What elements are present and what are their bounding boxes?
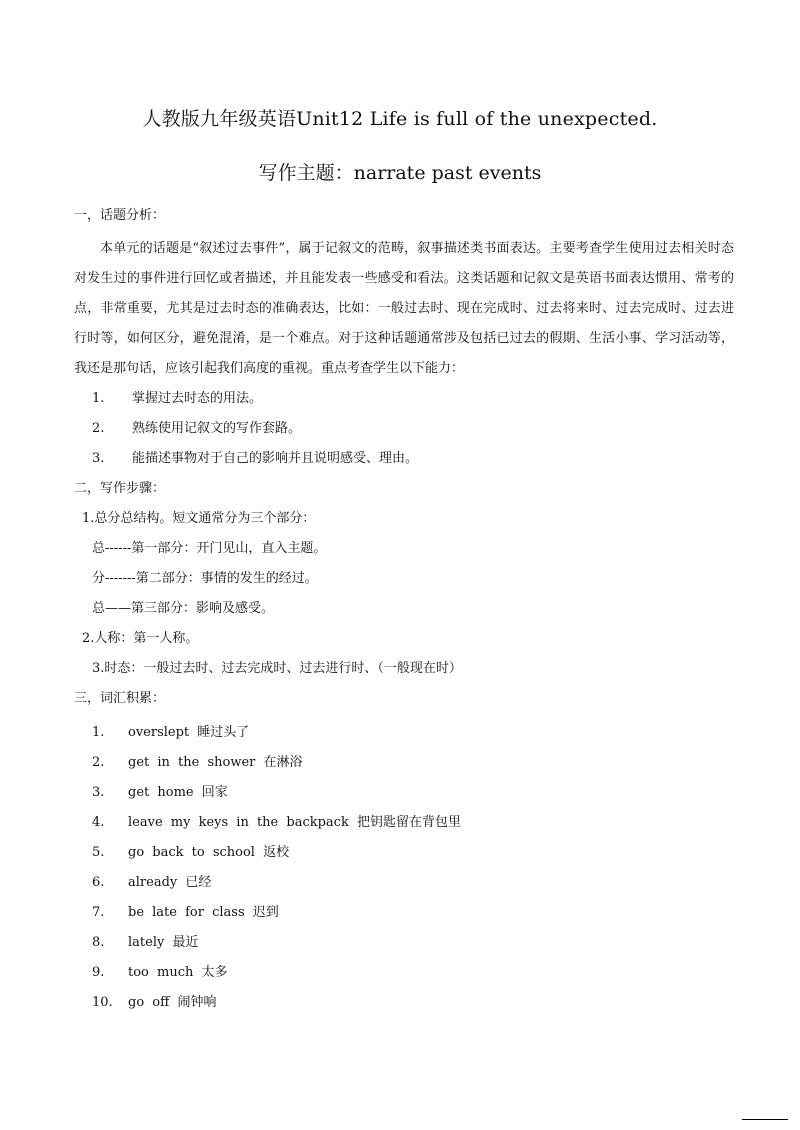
vocabulary-list <box>74 718 734 1018</box>
person-line: 2.人称：第一人称。 <box>82 631 199 646</box>
list-item <box>74 718 734 748</box>
list-item <box>74 898 734 928</box>
structure-line: 1.总分总结构。短文通常分为三个部分： <box>82 511 316 526</box>
list-item-text: already 已经 <box>128 875 212 890</box>
structure-part-3: 总——第三部分：影响及感受。 <box>92 601 275 616</box>
section-heading-vocabulary: 三，词汇积累： <box>74 691 166 706</box>
list-item <box>74 808 734 838</box>
tense-line: 3.时态：一般过去时、过去完成时、过去进行时、（一般现在时） <box>92 661 462 676</box>
list-item <box>74 958 734 988</box>
list-item <box>74 748 734 778</box>
list-item-text: go back to school 返校 <box>128 845 290 860</box>
list-item-number: 9. <box>92 965 105 980</box>
list-item-text: leave my keys in the backpack 把钥匙留在背包里 <box>128 815 461 830</box>
list-item-number: 2. <box>92 421 105 436</box>
list-item <box>74 444 734 474</box>
list-item <box>74 778 734 808</box>
list-item-number: 3. <box>92 785 105 800</box>
list-item-number: 3. <box>92 451 105 466</box>
structure-part-1: 总------第一部分：开门见山，直入主题。 <box>92 541 327 556</box>
document-body <box>74 206 734 1018</box>
list-item-number: 7. <box>92 905 105 920</box>
list-item <box>74 384 734 414</box>
list-item-number: 5. <box>92 845 105 860</box>
list-item-number: 10. <box>92 995 113 1010</box>
list-item-number: 1. <box>92 725 105 740</box>
section-heading-topic-analysis: 一，话题分析： <box>74 208 166 223</box>
list-item-text: go off 闹钟响 <box>128 995 217 1010</box>
list-item-text: 能描述事物对于自己的影响并且说明感受、理由。 <box>132 451 419 466</box>
list-item-text: 掌握过去时态的用法。 <box>132 391 263 406</box>
list-item-text: 熟练使用记叙文的写作套路。 <box>132 421 302 436</box>
document-subtitle: 写作主题：narrate past events <box>258 162 542 184</box>
list-item-text: get in the shower 在淋浴 <box>128 755 303 770</box>
list-item <box>74 838 734 868</box>
topic-analysis-paragraph: 本单元的话题是“叙述过去事件”，属于记叙文的范畴，叙事描述类书面表达。主要考查学生使用过去相关时态对发生过的事件进行回忆或者描述，并且能发表一些感受和看法。这类话题和记叙文是英语书面表达惯用、常考的点，非常重要，尤其是过去时态的准确表达，比如：一般过去时、现在完成时、过去将来时、过去完成时、过去进行时等，如何区分，避免混淆，是一个难点。对于这种话题通常涉及包括已过去的假期、生活小事、学习活动等，我还是那句话，应该引起我们高度的重视。重点考查学生以下能力： <box>74 241 734 376</box>
list-item-number: 1. <box>92 391 105 406</box>
list-item-text: be late for class 迟到 <box>128 905 279 920</box>
list-item <box>74 868 734 898</box>
abilities-list <box>74 384 734 474</box>
list-item <box>74 414 734 444</box>
list-item-number: 2. <box>92 755 105 770</box>
list-item-number: 8. <box>92 935 105 950</box>
list-item-text: too much 太多 <box>128 965 228 980</box>
list-item-text: get home 回家 <box>128 785 228 800</box>
list-item <box>74 988 734 1018</box>
list-item-number: 4. <box>92 815 105 830</box>
list-item <box>74 928 734 958</box>
section-heading-writing-steps: 二，写作步骤： <box>74 481 166 496</box>
footer-rule <box>742 1119 788 1120</box>
list-item-text: lately 最近 <box>128 935 199 950</box>
list-item-text: overslept 睡过头了 <box>128 725 250 740</box>
structure-part-2: 分-------第二部分：事情的发生的经过。 <box>92 571 318 586</box>
document-title: 人教版九年级英语Unit12 Life is full of the unexpected. <box>142 108 658 130</box>
list-item-number: 6. <box>92 875 105 890</box>
